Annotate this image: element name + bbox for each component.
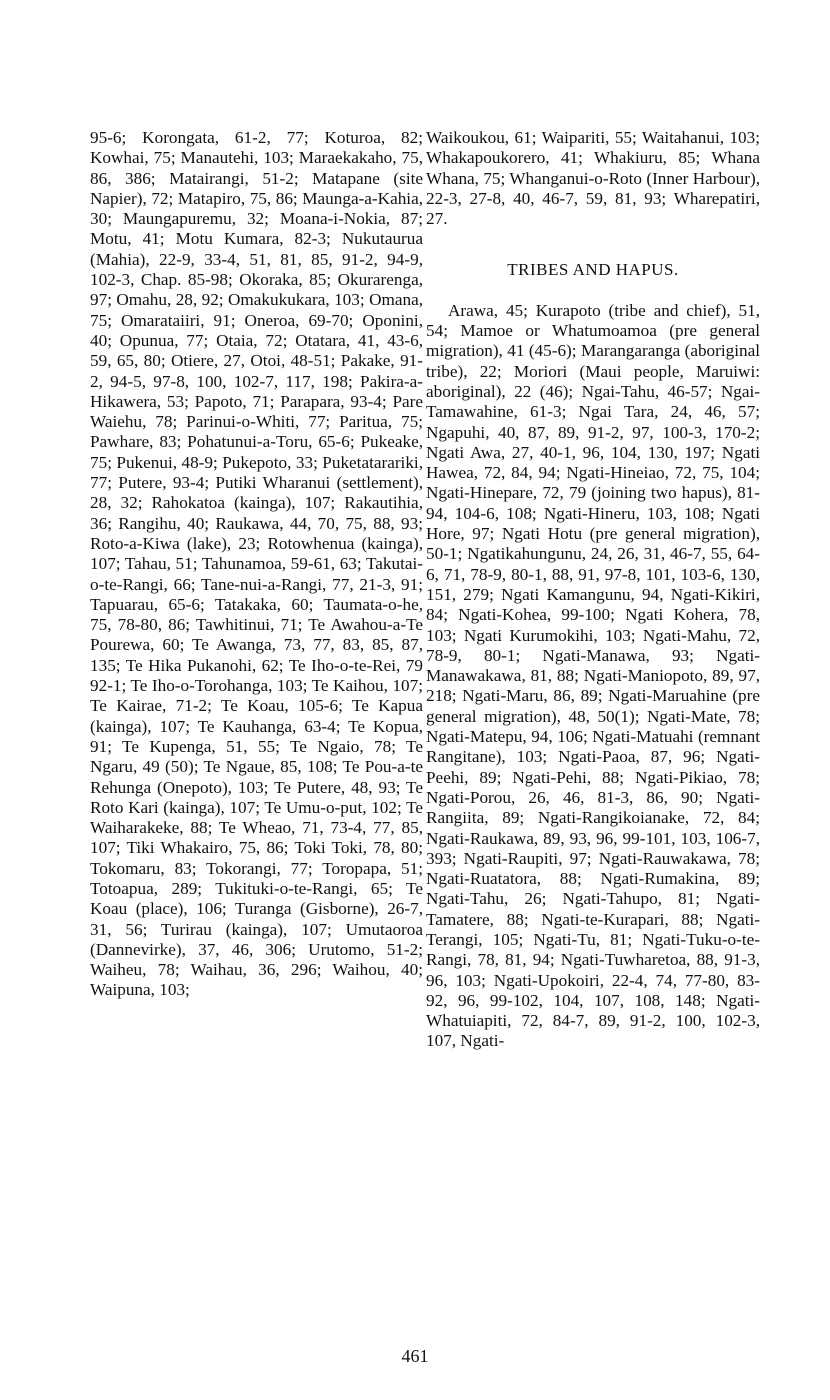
section-heading: TRIBES AND HAPUS. [507,260,679,280]
place-names-entries: 95-6; Korongata, 61-2, 77; Koturoa, 82; Kowhai, 75; Manautehi, 103; Maraekakaho, 75, 86, 386; Matairangi, 51-2; Matapane (site Napier), 72; Matapiro, 75, 86; Maunga-a-Kahia, 30; Maungapuremu, 32; Moana-i-Nokia, 87; Motu, 41; Motu Kumara, 82-3; Nukutaurua (Mahia), 22-9, 33-4, 51, 81, 85, 91-2, 94-9, 102-3, Chap. 85-98; Okoraka, 85; Okurarenga, 97; Omahu, 28, 92; Omakukukara, 103; Omana, 75; Omarataiiri, 91; Oneroa, 69-70; Oponini, 40; Opunua, 77; Otaia, 72; Otatara, 41, 43-6, 59, 65, 80; Otiere, 27, Otoi, 48-51; Pakake, 91-2, 94-5, 97-8, 100, 102-7, 117, 198; Pakira-a-Hikawera, 53; Papoto, 71; Parapara, 93-4; Pare Waiehu, 78; Parinui-o-Whiti, 77; Paritua, 75; Pawhare, 83; Pohatunui-a-Toru, 65-6; Pukeake, 75; Pukenui, 48-9; Pukepoto, 33; Puketatarariki, 77; Putere, 93-4; Putiki Wharanui (settlement), 28, 32; Rahokatoa (kainga), 107; Rakautihia, 36; Rangihu, 40; Raukawa, 44, 70, 75, 88, 93; Roto-a-Kiwa (lake), 23; Rotowhenua (kainga), 107; Tahau, 51; Tahunamoa, 59-61, 63; Takutai-o-te-Rangi, 66; Tane-nui-a-Rangi, 77, 21-3, 91; Tapuarau, 65-6; Tatakaka, 60; Taumata-o-he, 75, 78-80, 86; Tawhitinui, 71; Te Awahou-a-Te Pourewa, 60; Te Awanga, 73, 77, 83, 85, 87, 135; Te Hika Pukanohi, 62; Te Iho-o-te-Rei, 79 92-1; Te Iho-o-Torohanga, 103; Te Kaihou, 107; Te Kairae, 71-2; Te Koau, 105-6; Te Kapua (kainga), 107; Te Kauhanga, 63-4; Te Kopua, 91; Te Kupenga, 51, 55; Te Ngaio, 78; Te Ngaru, 49 (50); Te Ngaue, 85, 108; Te Pou-a-te Rehunga (Onepoto), 103; Te Putere, 48, 93; Te Roto Kari (kainga), 107; Te Umu-o-put, 102; Te Waiharakeke, 88; Te Wheao, 71, 73-4, 77, 85, 107; Tiki Whakairo, 75, 86; Toki Toki, 78, 80; Tokomaru, 83; Tokorangi, 77; Toropapa, 51; Totoapua, 289; Tukituki-o-te-Rangi, 65; Te Koau (place), 106; Turanga (Gisborne), 26-7, 31, 56; Turirau (kainga), 107; Umutaoroa (Dannevirke), 37, 46, 306; Urutomo, 51-2; Waiheu, 78; Waihau, 36, 296; Waihou, 40; Waipuna, 103; [90,128,423,1000]
place-names-continued-entries: Waikoukou, 61; Waipariti, 55; Waitahanui, 103; Whakapoukorero, 41; Whakiuru, 85; Whana Whana, 75; Whanganui-o-Roto (Inner Harbour), 22-3, 27-8, 40, 46-7, 59, 81, 93; Wharepatiri, 27. [426,128,760,229]
tribes-entries: Arawa, 45; Kurapoto (tribe and chief), 51, 54; Mamoe or Whatumoamoa (pre general migration), 41 (45-6); Marangaranga (aboriginal tribe), 22; Moriori (Maui people, Maruiwi: aboriginal), 22 (46); Ngai-Tahu, 46-57; Ngai-Tamawahine, 61-3; Ngai Tara, 24, 46, 57; Ngapuhi, 40, 87, 89, 91-2, 97, 100-3, 170-2; Ngati Awa, 27, 40-1, 96, 104, 130, 197; Ngati Hawea, 72, 84, 94; Ngati-Hineiao, 72, 75, 104; Ngati-Hinepare, 72, 79 (joining two hapus), 81-94, 104-6, 108; Ngati-Hineru, 103, 108; Ngati Hore, 97; Ngati Hotu (pre general migration), 50-1; Ngatikahungunu, 24, 26, 31, 46-7, 55, 64-6, 71, 78-9, 80-1, 88, 91, 97-8, 101, 103-6, 130, 151, 279; Ngati Kamangunu, 94, Ngati-Kikiri, 84; Ngati-Kohea, 99-100; Ngati Kohera, 78, 103; Ngati Kurumokihi, 103; Ngati-Mahu, 72, 78-9, 80-1; Ngati-Manawa, 93; Ngati-Manawakawa, 81, 88; Ngati-Maniopoto, 89, 97, 218; Ngati-Maru, 86, 89; Ngati-Maruahine (pre general migration), 48, 50(1); Ngati-Mate, 78; Ngati-Matepu, 94, 106; Ngati-Matuahi (remnant Rangitane), 103; Ngati-Paoa, 87, 96; Ngati-Peehi, 89; Ngati-Pehi, 88; Ngati-Pikiao, 78; Ngati-Porou, 26, 46, 81-3, 86, 90; Ngati-Rangiita, 89; Ngati-Rangikoianake, 72, 84; Ngati-Raukawa, 89, 93, 96, 99-101, 103, 106-7, 393; Ngati-Raupiti, 97; Ngati-Rauwakawa, 78; Ngati-Ruatatora, 88; Ngati-Rumakina, 89; Ngati-Tahu, 26; Ngati-Tahupo, 81; Ngati-Tamatere, 88; Ngati-te-Kurapari, 88; Ngati-Terangi, 105; Ngati-Tu, 81; Ngati-Tuku-o-te-Rangi, 78, 81, 94; Ngati-Tuwharetoa, 88, 91-3, 96, 103; Ngati-Upokoiri, 22-4, 74, 77-80, 83-92, 96, 99-102, 104, 107, 108, 148; Ngati-Whatuiapiti, 72, 84-7, 89, 91-2, 100, 102-3, 107, Ngati- [426,300,760,1051]
right-column [426,128,760,1052]
left-column [90,128,423,1001]
page-number: 461 [401,1346,429,1366]
